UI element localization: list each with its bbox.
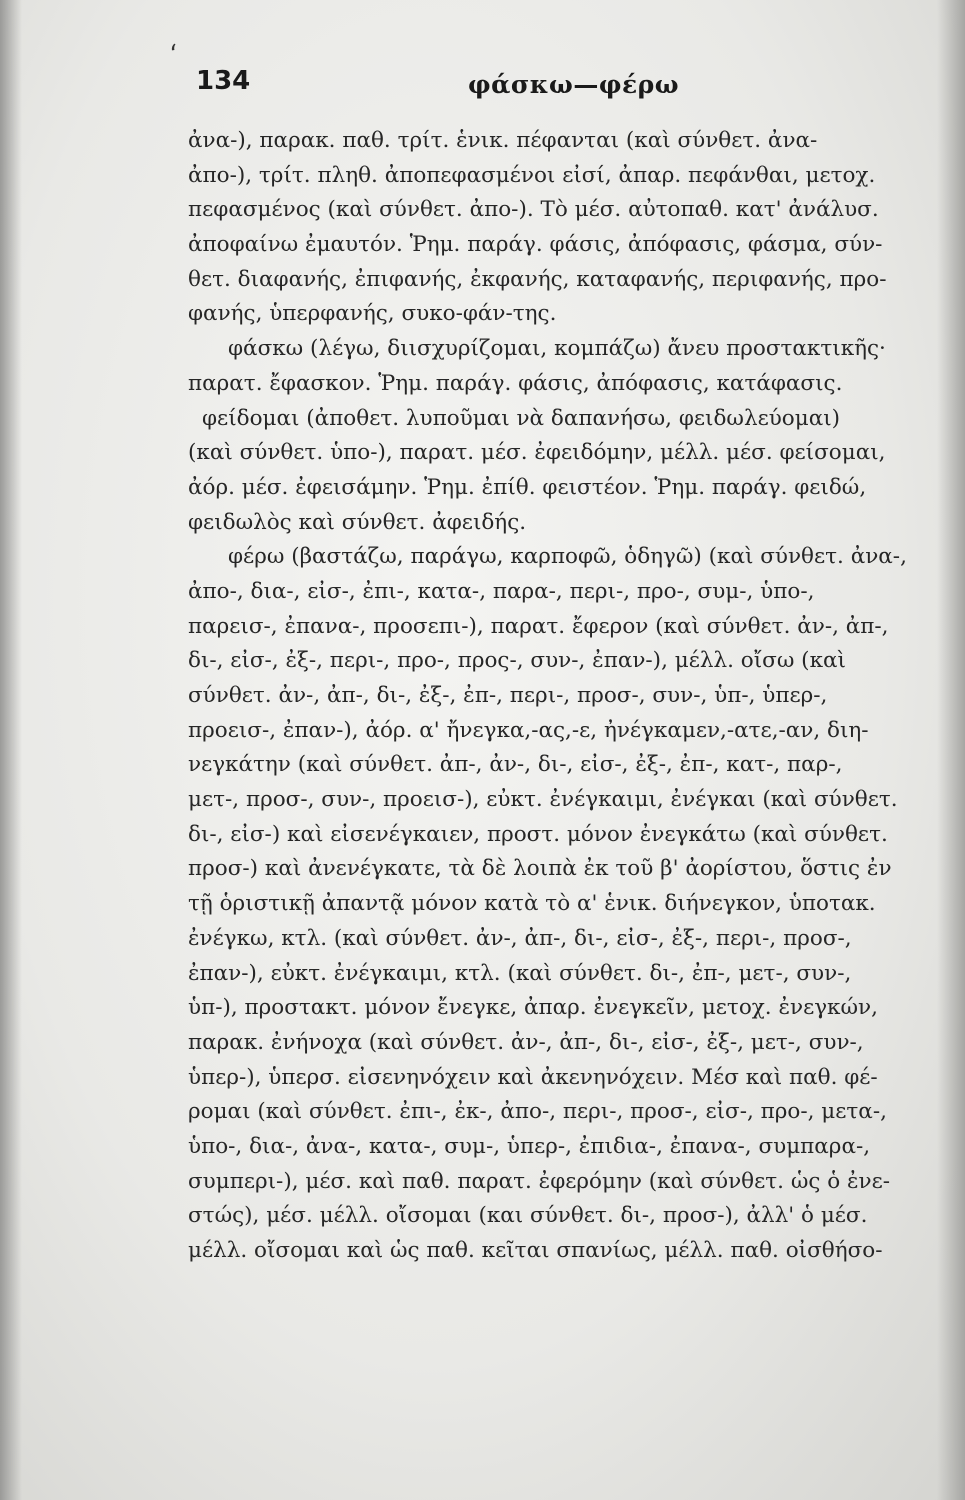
text-line: παρατ. ἔφασκον. Ῥημ. παράγ. φάσις, ἀπόφασις, κατάφασις. — [188, 370, 843, 396]
text-line: ἀπο-), τρίτ. πληθ. ἀποπεφασμένοι εἰσί, ἀπαρ. πεφάνθαι, μετοχ. — [188, 162, 876, 188]
entry-line-ferw: φέρω (βαστάζω, παράγω, καρποφῶ, ὁδηγῶ) (καὶ σύνθετ. ἀνα-, — [228, 544, 907, 570]
text-line: ρομαι (καὶ σύνθετ. ἐπι-, ἐκ-, ἀπο-, περι-, προσ-, εἰσ-, προ-, μετα-, — [188, 1099, 887, 1125]
running-head: φάσκω—φέρω — [468, 70, 680, 99]
text-line: προσ-) καὶ ἀνενέγκατε, τὰ δὲ λοιπὰ ἐκ τοῦ β' ἀορίστου, ὅστις ἐν — [188, 856, 892, 882]
text-line: νεγκάτην (καὶ σύνθετ. ἀπ-, ἀν-, δι-, εἰσ-, ἐξ-, ἐπ-, κατ-, παρ-, — [188, 752, 843, 778]
text-line: θετ. διαφανής, ἐπιφανής, ἐκφανής, καταφανής, περιφανής, προ- — [188, 266, 887, 292]
entry-line-feidomai: φείδομαι (ἀποθετ. λυποῦμαι νὰ δαπανήσω, φειδωλεύομαι) — [202, 405, 841, 431]
text-line: ἐνέγκω, κτλ. (καὶ σύνθετ. ἀν-, ἀπ-, δι-, εἰσ-, ἐξ-, περι-, προσ-, — [188, 925, 852, 951]
text-line: ἀπο-, δια-, εἰσ-, ἐπι-, κατα-, παρα-, περι-, προ-, συμ-, ὑπο-, — [188, 578, 815, 604]
entry-line-faskw: φάσκω (λέγω, διισχυρίζομαι, κομπάζω) ἄνευ προστακτικῆς· — [228, 336, 886, 362]
text-line: παρεισ-, ἐπανα-, προσεπι-), παρατ. ἔφερον (καὶ σύνθετ. ἀν-, ἀπ-, — [188, 613, 889, 639]
text-line: πεφασμένος (καὶ σύνθετ. ἀπο-). Τὸ μέσ. αὐτοπαθ. κατ' ἀνάλυσ. — [188, 197, 879, 223]
text-line: τῇ ὁριστικῇ ἀπαντᾷ μόνον κατὰ τὸ α' ἑνικ. διήνεγκον, ὑποτακ. — [188, 891, 876, 917]
text-line: ἀνα-), παρακ. παθ. τρίτ. ἑνικ. πέφανται (καὶ σύνθετ. ἀνα- — [188, 128, 818, 153]
text-line: ἀόρ. μέσ. ἐφεισάμην. Ῥημ. ἐπίθ. φειστέον. Ῥημ. παράγ. φειδώ, — [188, 474, 867, 500]
text-line: στώς), μέσ. μέλλ. οἴσομαι (και σύνθετ. δι-, προσ-), ἀλλ' ὁ μέσ. — [188, 1203, 868, 1229]
text-line: (καὶ σύνθετ. ὑπο-), παρατ. μέσ. ἐφειδόμην, μέλλ. μέσ. φείσομαι, — [188, 440, 886, 466]
text-line: συμπερι-), μέσ. καὶ παθ. παρατ. ἐφερόμην (καὶ σύνθετ. ὡς ὁ ἐνε- — [188, 1168, 891, 1194]
page-header — [196, 66, 916, 106]
text-line: ὑπερ-), ὑπερσ. εἰσενηνόχειν καὶ ἀκενηνόχειν. Μέσ καὶ παθ. φέ- — [188, 1064, 878, 1090]
text-line: ὑπο-, δια-, ἀνα-, κατα-, συμ-, ὑπερ-, ἐπιδια-, ἐπανα-, συμπαρα-, — [188, 1133, 871, 1159]
page-number: 134 — [196, 66, 251, 96]
margin-pencil-mark: ʻ — [167, 39, 181, 71]
text-line: φειδωλὸς καὶ σύνθετ. ἀφειδής. — [188, 509, 527, 535]
body-text — [188, 124, 923, 1269]
text-line: ὑπ-), προστακτ. μόνον ἔνεγκε, ἀπαρ. ἐνεγκεῖν, μετοχ. ἐνεγκών, — [188, 995, 878, 1021]
text-line: σύνθετ. ἀν-, ἀπ-, δι-, ἐξ-, ἐπ-, περι-, προσ-, συν-, ὑπ-, ὑπερ-, — [188, 683, 828, 708]
text-line: ἐπαν-), εὐκτ. ἐνέγκαιμι, κτλ. (καὶ σύνθετ. δι-, ἐπ-, μετ-, συν-, — [188, 960, 852, 986]
text-line: δι-, εἰσ-) καὶ εἰσενέγκαιεν, προστ. μόνον ἐνεγκάτω (καὶ σύνθετ. — [188, 821, 888, 847]
text-line: παρακ. ἐνήνοχα (καὶ σύνθετ. ἀν-, ἀπ-, δι-, εἰσ-, ἐξ-, μετ-, συν-, — [188, 1029, 864, 1055]
text-line: προεισ-, ἐπαν-), ἀόρ. α' ἤνεγκα,-ας,-ε, ἠνέγκαμεν,-ατε,-αν, διη- — [188, 717, 869, 743]
text-line: μέλλ. οἴσομαι καὶ ὡς παθ. κεῖται σπανίως, μέλλ. παθ. οἰσθήσο- — [188, 1238, 883, 1263]
text-line: ἀποφαίνω ἐμαυτόν. Ῥημ. παράγ. φάσις, ἀπόφασις, φάσμα, σύν- — [188, 232, 883, 258]
text-line: φανής, ὑπερφανής, συκο-φάν-της. — [188, 301, 557, 327]
text-line: μετ-, προσ-, συν-, προεισ-), εὐκτ. ἐνέγκαιμι, ἐνέγκαι (καὶ σύνθετ. — [188, 787, 898, 813]
text-line: δι-, εἰσ-, ἐξ-, περι-, προ-, προς-, συν-, ἐπαν-), μέλλ. οἴσω (καὶ — [188, 648, 846, 674]
